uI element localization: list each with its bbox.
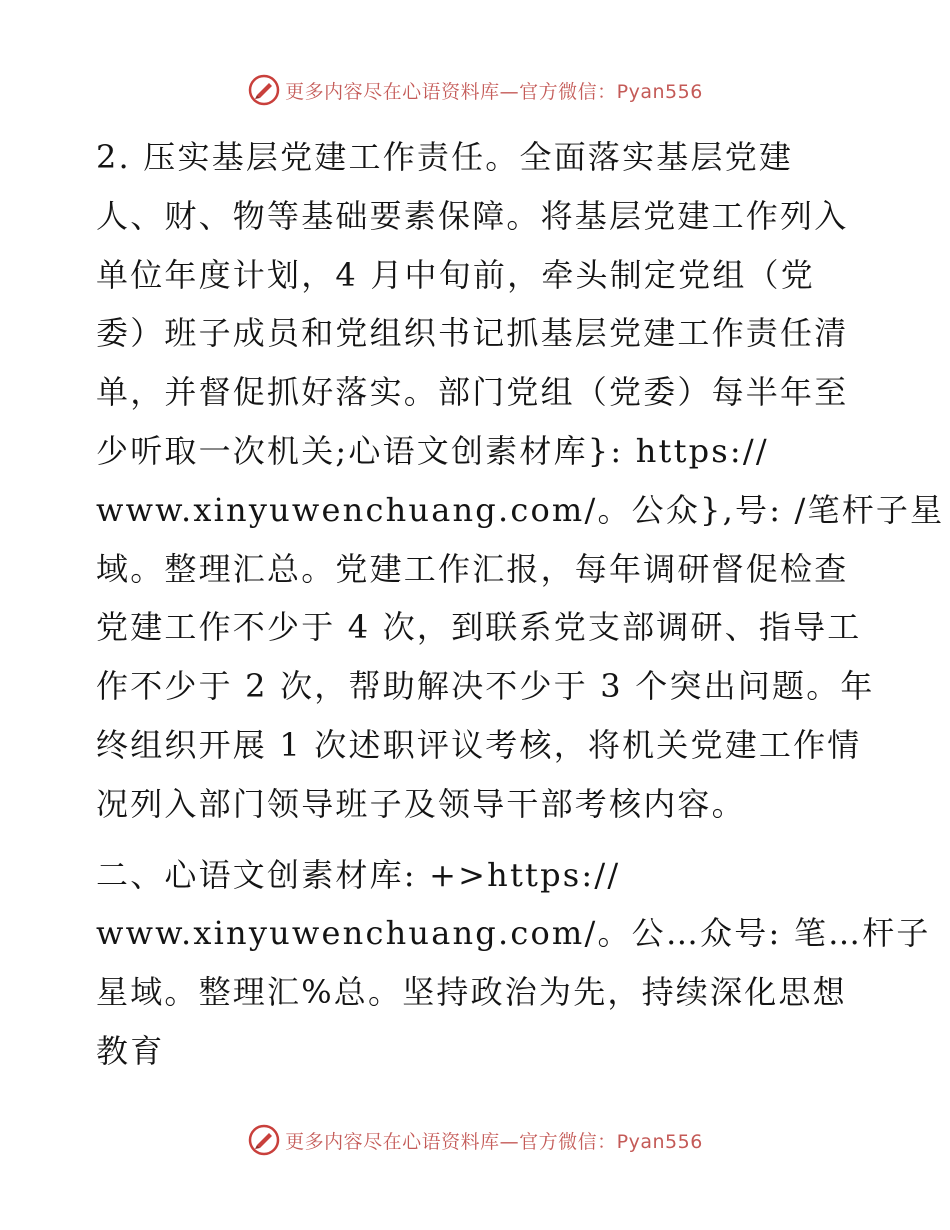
pen-nib-logo-icon bbox=[247, 1123, 281, 1157]
text-line: 2. 压实基层党建工作责任。全面落实基层党建 bbox=[96, 138, 794, 176]
text-line: 终组织开展 1 次述职评议考核，将机关党建工作情 bbox=[96, 725, 862, 764]
header-banner bbox=[0, 70, 950, 110]
text-line: 少听取一次机关;心语文创素材库}: https:// bbox=[96, 431, 769, 470]
text-line: www.xinyuwenchuang.com/。公…众号: 笔…杆子 bbox=[96, 914, 931, 953]
text-line: 单位年度计划，4 月中旬前，牵头制定党组（党 bbox=[96, 255, 815, 294]
text-line: 党建工作不少于 4 次，到联系党支部调研、指导工 bbox=[96, 608, 862, 647]
text-line: www.xinyuwenchuang.com/。公众},号: /笔杆子星 bbox=[96, 490, 945, 529]
text-line: 域。整理汇总。党建工作汇报，每年调研督促检查 bbox=[96, 549, 849, 588]
text-line: 作不少于 2 次，帮助解决不少于 3 个突出问题。年 bbox=[96, 667, 875, 706]
footer-banner bbox=[0, 1120, 950, 1160]
document-body bbox=[96, 128, 945, 1081]
text-line: 委）班子成员和党组织书记抓基层党建工作责任清 bbox=[96, 314, 849, 353]
text-line: 况列入部门领导班子及领导干部考核内容。 bbox=[96, 784, 746, 823]
header-banner-text: 更多内容尽在心语资料库—官方微信：Pyan556 bbox=[285, 80, 703, 103]
paragraph-1 bbox=[96, 128, 945, 834]
text-line: 二、心语文创素材库: +>https:// bbox=[96, 855, 621, 894]
pen-nib-logo-icon bbox=[247, 73, 281, 107]
text-line: 星域。整理汇%总。坚持政治为先，持续深化思想 bbox=[96, 973, 847, 1012]
text-line: 单，并督促抓好落实。部门党组（党委）每半年至 bbox=[96, 373, 849, 412]
paragraph-2 bbox=[96, 846, 931, 1081]
text-line: 人、财、物等基础要素保障。将基层党建工作列入 bbox=[96, 196, 849, 235]
footer-banner-text: 更多内容尽在心语资料库—官方微信：Pyan556 bbox=[285, 1130, 703, 1153]
text-line: 教育 bbox=[96, 1031, 165, 1070]
